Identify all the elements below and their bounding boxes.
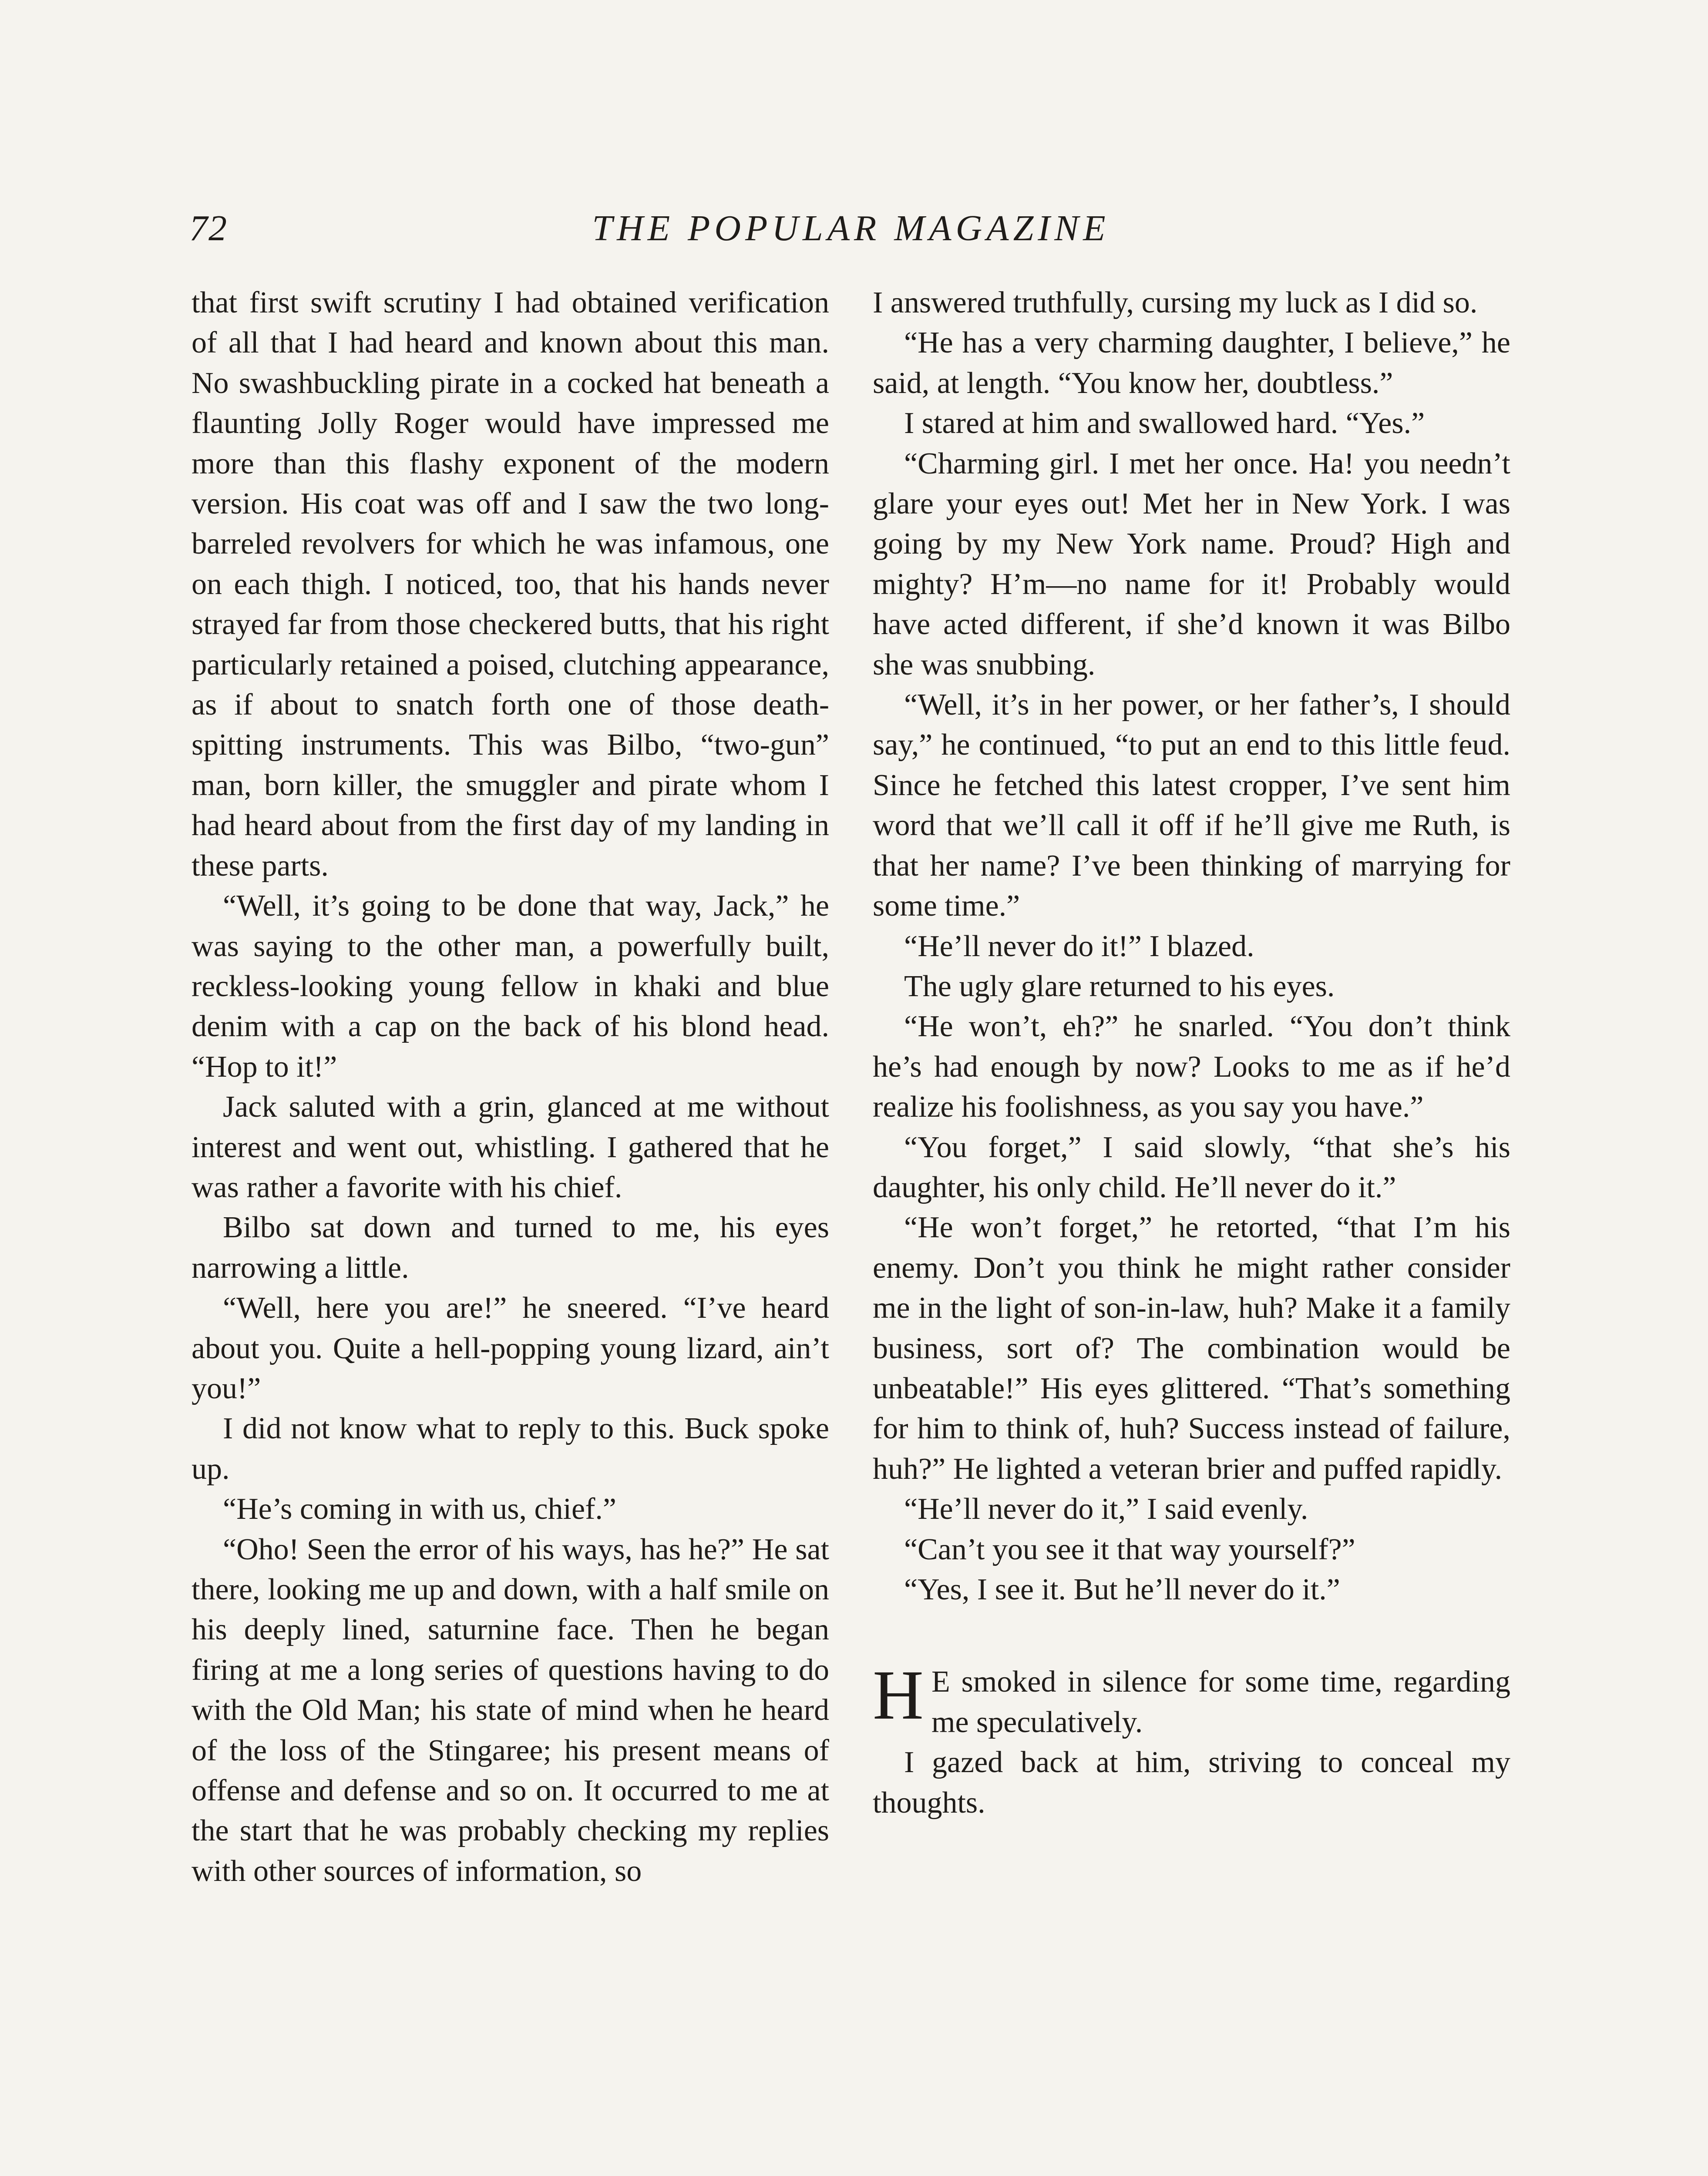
paragraph: “He has a very charming daughter, I believe,” he said, at length. “You know her, doubtless.” bbox=[873, 326, 1510, 400]
paragraph: “Well, here you are!” he sneered. “I’ve heard about you. Quite a hell-popping young lizard, ain’t you!” bbox=[192, 1291, 829, 1405]
page-header bbox=[189, 205, 1513, 261]
paragraph: “He’ll never do it!” I blazed. bbox=[904, 929, 1254, 963]
paragraph: “Charming girl. I met her once. Ha! you needn’t glare your eyes out! Met her in New York. I was going by my New York name. Proud? High and mighty? H’m—no name for it! Probably would have acted different, if she’d known it was Bilbo she was snubbing. bbox=[873, 447, 1510, 682]
paragraph: “He’s coming in with us, chief.” bbox=[223, 1492, 616, 1526]
paragraph: Jack saluted with a grin, glanced at me without interest and went out, whistling. I gathered that he was rather a favorite with his chief. bbox=[192, 1090, 829, 1204]
paragraph: “Oho! Seen the error of his ways, has he?” He sat there, looking me up and down, with a half smile on his deeply lined, saturnine face. Then he began firing at me a long series of questions having to do with the Old Man; his state of mind when he heard of the loss of the Stingaree; his present means of offense and defense and so on. It occurred to me at the start that he was probably checking my replies with other sources of information, so bbox=[192, 1532, 829, 1888]
section-opening-text: E smoked in silence for some time, regarding me speculatively. bbox=[931, 1665, 1510, 1739]
paragraph: Bilbo sat down and turned to me, his eyes narrowing a little. bbox=[192, 1211, 829, 1285]
paragraph: “He won’t forget,” he retorted, “that I’m his enemy. Don’t you think he might rather consider me in the light of son-in-law, huh? Make it a family business, sort of? The combination would be unbeatable!” His eyes glittered. “That’s something for him to think of, huh? Success instead of failure, huh?” He lighted a veteran brier and puffed rapidly. bbox=[873, 1211, 1510, 1486]
paragraph: “You forget,” I said slowly, “that she’s his daughter, his only child. He’ll never do it.” bbox=[873, 1130, 1510, 1204]
paragraph: “Well, it’s going to be done that way, Jack,” he was saying to the other man, a powerfully built, reckless-looking young fellow in khaki and blue denim with a cap on the back of his blond head. “Hop to it!” bbox=[192, 889, 829, 1084]
running-head: THE POPULAR MAGAZINE bbox=[592, 208, 1110, 248]
paragraph: I did not know what to reply to this. Buck spoke up. bbox=[192, 1412, 829, 1486]
right-column bbox=[873, 283, 1510, 1823]
paragraph: I stared at him and swallowed hard. “Yes.” bbox=[904, 406, 1425, 440]
section-break-space bbox=[873, 1610, 1510, 1662]
drop-cap: H bbox=[873, 1656, 924, 1735]
paragraph: “He’ll never do it,” I said evenly. bbox=[904, 1492, 1308, 1526]
paragraph: I gazed back at him, striving to conceal my thoughts. bbox=[873, 1746, 1510, 1820]
paragraph: that first swift scrutiny I had obtained verification of all that I had heard and known about this man. No swashbuckling pirate in a cocked hat beneath a flaunting Jolly Roger would have impressed me more than this flashy exponent of the modern version. His coat was off and I saw the two long-barreled revolvers for which he was infamous, one on each thigh. I noticed, too, that his hands never strayed far from those checkered butts, that his right particularly retained a poised, clutching appearance, as if about to snatch forth one of those death-spitting instruments. This was Bilbo, “two-gun” man, born killer, the smuggler and pirate whom I had heard about from the first day of my landing in these parts. bbox=[192, 286, 829, 883]
left-column bbox=[192, 283, 829, 1891]
paragraph: “Can’t you see it that way yourself?” bbox=[904, 1532, 1355, 1566]
paragraph: I answered truthfully, cursing my luck as I did so. bbox=[873, 286, 1478, 319]
page-number: 72 bbox=[189, 208, 228, 248]
paragraph: “Well, it’s in her power, or her father’s, I should say,” he continued, “to put an end to this little feud. Since he fetched this latest cropper, I’ve sent him word that we’ll call it off if he’ll give me Ruth, is that her name? I’ve been thinking of marrying for some time.” bbox=[873, 688, 1510, 923]
paragraph: The ugly glare returned to his eyes. bbox=[904, 969, 1335, 1003]
paragraph: “He won’t, eh?” he snarled. “You don’t think he’s had enough by now? Looks to me as if he’d realize his foolishness, as you say you have.” bbox=[873, 1010, 1510, 1124]
section-opening-paragraph bbox=[873, 1656, 1510, 1743]
paragraph: “Yes, I see it. But he’ll never do it.” bbox=[904, 1573, 1340, 1606]
